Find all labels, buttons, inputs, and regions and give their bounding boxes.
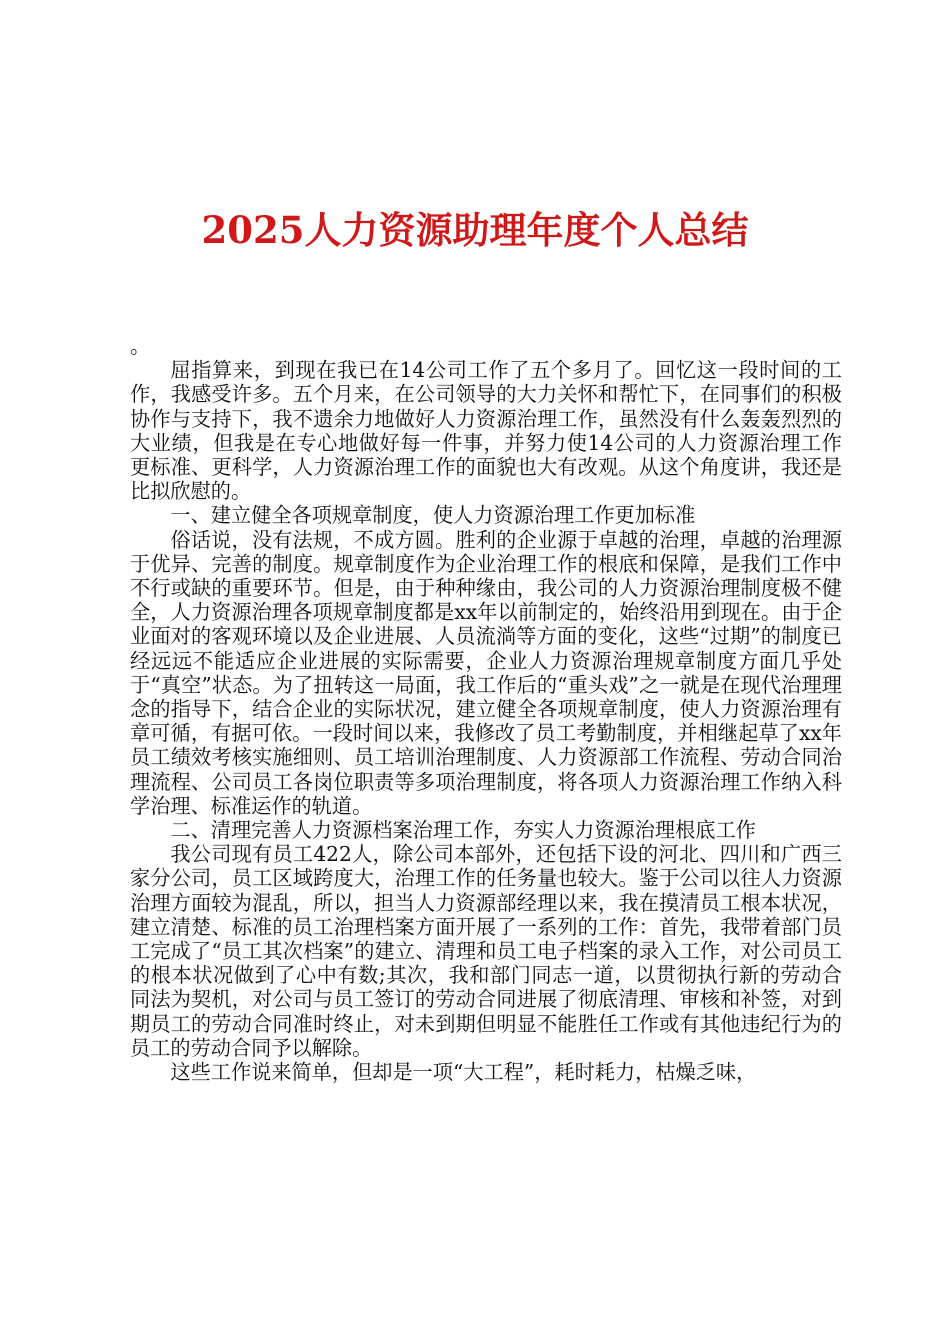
paragraph-intro: 屈指算来，到现在我已在14公司工作了五个多月了。回忆这一段时间的工作，我感受许多。五个月来，在公司领导的大力关怀和帮忙下，在同事们的积极协作与支持下，我不遗余力地做好人力资源治理工作，虽然没有什么轰轰烈烈的大业绩，但我是在专心地做好每一件事，并努力使14公司的人力资源治理工作更标准、更科学，人力资源治理工作的面貌也大有改观。从这个角度讲，我还是比拟欣慰的。: [130, 358, 842, 504]
paragraph-closing: 这些工作说来简单，但却是一项“大工程”，耗时耗力，枯燥乏味，: [170, 1060, 757, 1085]
section-heading-2: 二、清理完善人力资源档案治理工作，夯实人力资源治理根底工作: [170, 818, 756, 843]
document-body: [130, 334, 842, 1084]
paragraph-archives: 我公司现有员工422人，除公司本部外，还包括下设的河北、四川和广西三家分公司，员工区域跨度大，治理工作的任务量也较大。鉴于公司以往人力资源治理方面较为混乱，所以，担当人力资源部经理以来，我在摸清员工根本状况，建立清楚、标准的员工治理档案方面开展了一系列的工作：首先，我带着部门员工完成了“员工其次档案”的建立、清理和员工电子档案的录入工作，对公司员工的根本状况做到了心中有数;其次，我和部门同志一道，以贯彻执行新的劳动合同法为契机，对公司与员工签订的劳动合同进展了彻底清理、审核和补签，对到期员工的劳动合同准时终止，对未到期但明显不能胜任工作或有其他违纪行为的员工的劳动合同予以解除。: [130, 842, 842, 1060]
section-heading-1: 一、建立健全各项规章制度，使人力资源治理工作更加标准: [170, 503, 696, 528]
paragraph-rules: 俗话说，没有法规，不成方圆。胜利的企业源于卓越的治理，卓越的治理源于优异、完善的制度。规章制度作为企业治理工作的根底和保障，是我们工作中不行或缺的重要环节。但是，由于种种缘由，我公司的人力资源治理制度极不健全，人力资源治理各项规章制度都是xx年以前制定的，始终沿用到现在。由于企业面对的客观环境以及企业进展、人员流淌等方面的变化，这些“过期”的制度已经远远不能适应企业进展的实际需要，企业人力资源治理规章制度方面几乎处于“真空”状态。为了扭转这一局面，我工作后的“重头戏”之一就是在现代治理理念的指导下，结合企业的实际状况，建立健全各项规章制度，使人力资源治理有章可循，有据可依。一段时间以来，我修改了员工考勤制度，并相继起草了xx年员工绩效考核实施细则、员工培训治理制度、人力资源部工作流程、劳动合同治理流程、公司员工各岗位职责等多项治理制度，将各项人力资源治理工作纳入科学治理、标准运作的轨道。: [130, 527, 842, 818]
document-title: 2025人力资源助理年度个人总结: [201, 208, 749, 252]
leading-mark: 。: [130, 334, 151, 358]
